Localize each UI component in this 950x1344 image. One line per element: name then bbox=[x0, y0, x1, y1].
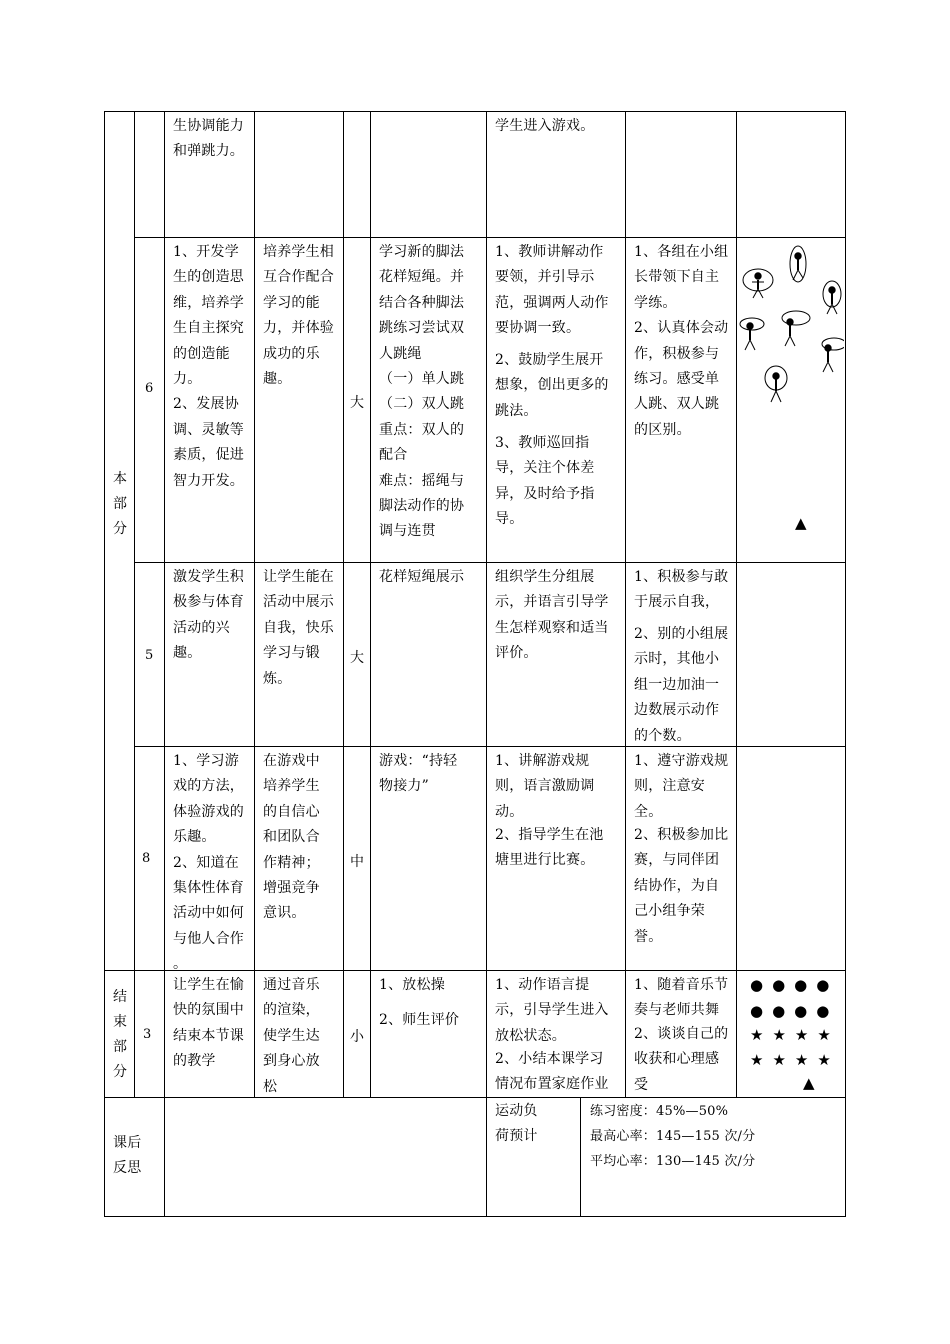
load-max-heart-rate: 最高心率：145—155 次/分 bbox=[590, 1129, 756, 1144]
row3-student-1: 1、遵守游戏规 则，注意安 全。 bbox=[634, 753, 729, 820]
row1-intensity: 大 bbox=[350, 395, 364, 411]
formation-row-stars: ★★★★ bbox=[750, 1026, 840, 1044]
skipper-figure bbox=[743, 269, 773, 298]
row2-ability: 让学生能在 活动中展示 自我，快乐 学习与锻 炼。 bbox=[263, 569, 334, 687]
formation-row-circles: ●●●● bbox=[750, 976, 839, 994]
skipper-figure bbox=[765, 366, 787, 402]
formation-row-stars: ★★★★ bbox=[750, 1051, 840, 1069]
section-label-end: 结 束 部 分 bbox=[113, 989, 127, 1080]
load-avg-heart-rate: 平均心率：130—145 次/分 bbox=[590, 1154, 756, 1169]
row4-content-2: 2、师生评价 bbox=[379, 1012, 460, 1028]
section-label-main: 本 部 分 bbox=[113, 471, 127, 537]
row-divider bbox=[134, 746, 846, 747]
row-divider bbox=[134, 562, 846, 563]
row3-student-2: 2、积极参加比 赛，与同伴团 结协作，为自 己小组争荣 誉。 bbox=[634, 827, 729, 945]
row3-ability: 在游戏中 培养学生 的自信心 和团队合 作精神； 增强竞争 意识。 bbox=[263, 753, 320, 922]
column-divider bbox=[164, 111, 165, 1217]
row1-content: 学习新的脚法 花样短绳。并 结合各种脚法 跳练习尝试双 人跳绳 （一）单人跳 （二）双人跳 重点：双人的 配合 难点：摇绳与 脚法动作的协 调与连贯 bbox=[379, 244, 465, 540]
row2-content: 花样短绳展示 bbox=[379, 569, 465, 585]
row3-teacher-2: 2、指导学生在池 塘里进行比赛。 bbox=[495, 827, 604, 869]
column-divider bbox=[625, 111, 626, 1097]
skipper-figure bbox=[740, 318, 764, 350]
column-divider bbox=[343, 111, 344, 1097]
column-divider bbox=[736, 111, 737, 1097]
row1-teacher-3: 3、教师巡回指 导，关注个体差 异，及时给予指 导。 bbox=[495, 435, 595, 528]
column-divider bbox=[370, 111, 371, 1097]
row0-goal: 生协调能力 和弹跳力。 bbox=[173, 118, 244, 160]
load-density: 练习密度：45%—50% bbox=[590, 1104, 729, 1119]
row1-time: 6 bbox=[145, 381, 154, 396]
row2-student-2: 2、别的小组展 示时，其他小 组一边加油一 边数展示动作 的个数。 bbox=[634, 626, 729, 744]
skipper-figure bbox=[823, 281, 841, 314]
column-divider bbox=[486, 111, 487, 1217]
section-divider bbox=[104, 1097, 846, 1098]
row3-teacher-1: 1、讲解游戏规 则，语言激励调 动。 bbox=[495, 753, 595, 820]
row3-content: 游戏：“持轻 物接力” bbox=[379, 753, 458, 795]
row2-student-1: 1、积极参与敢 于展示自我， bbox=[634, 569, 729, 611]
row1-goal: 1、开发学 生的创造思 维，培养学 生自主探究 的创造能 力。 2、发展协 调、灵敏等 素质，促进 智力开发。 bbox=[173, 244, 244, 489]
column-divider bbox=[254, 111, 255, 1097]
column-divider bbox=[580, 1097, 581, 1217]
row1-ability: 培养学生相 互合作配合 学习的能 力，并体验 成功的乐 趣。 bbox=[263, 244, 334, 388]
table-border-bottom bbox=[104, 1216, 846, 1217]
row4-goal: 让学生在愉 快的氛围中 结束本节课 的教学 bbox=[173, 977, 244, 1070]
row4-content-1: 1、放松操 bbox=[379, 977, 445, 993]
load-label: 运动负 荷预计 bbox=[495, 1103, 538, 1145]
skipper-figure bbox=[790, 246, 806, 282]
row-divider bbox=[134, 237, 846, 238]
rope-skipping-illustration bbox=[738, 240, 844, 422]
table-border-right bbox=[845, 111, 846, 1217]
teacher-position-triangle: ▲ bbox=[795, 514, 807, 532]
teacher-position-triangle: ▲ bbox=[803, 1074, 815, 1092]
row1-teacher-1: 1、教师讲解动作 要领，并引导示 范，强调两人动作 要协调一致。 bbox=[495, 244, 609, 337]
row4-student-1: 1、随着音乐节 奏与老师共舞 bbox=[634, 977, 729, 1019]
row2-teacher: 组织学生分组展 示，并语言引导学 生怎样观察和适当 评价。 bbox=[495, 569, 609, 662]
row4-intensity: 小 bbox=[350, 1029, 364, 1045]
row3-intensity: 中 bbox=[350, 854, 364, 870]
row4-ability: 通过音乐 的渲染， 使学生达 到身心放 松 bbox=[263, 977, 320, 1095]
skipper-figure bbox=[822, 338, 844, 372]
row1-student: 1、各组在小组 长带领下自主 学练。 2、认真体会动 作，积极参与 练习。感受单 人跳、双人跳 的区别。 bbox=[634, 244, 729, 438]
row4-time: 3 bbox=[143, 1027, 152, 1042]
row3-goal: 1、学习游 戏的方法， 体验游戏的 乐趣。 2、知道在 集体性体育 活动中如何 与他人合作 。 bbox=[173, 753, 244, 973]
row0-teacher: 学生进入游戏。 bbox=[495, 118, 595, 134]
table-border-top bbox=[104, 111, 846, 112]
table-border-left bbox=[104, 111, 105, 1217]
formation-row-circles: ●●●● bbox=[750, 1002, 839, 1020]
column-divider bbox=[134, 111, 135, 1097]
skipper-figure bbox=[782, 311, 810, 346]
row4-teacher-1: 1、动作语言提 示，引导学生进入 放松状态。 bbox=[495, 977, 609, 1044]
row2-intensity: 大 bbox=[350, 650, 364, 666]
row2-goal: 激发学生积 极参与体育 活动的兴 趣。 bbox=[173, 569, 244, 662]
row1-teacher-2: 2、鼓励学生展开 想象，创出更多的 跳法。 bbox=[495, 352, 609, 419]
row3-time: 8 bbox=[142, 851, 151, 866]
section-label-reflection: 课后 反思 bbox=[113, 1135, 142, 1177]
row4-teacher-2: 2、小结本课学习 情况布置家庭作业 bbox=[495, 1051, 609, 1093]
row2-time: 5 bbox=[145, 648, 154, 663]
row4-student-2: 2、谈谈自己的 收获和心理感 受 bbox=[634, 1026, 729, 1093]
